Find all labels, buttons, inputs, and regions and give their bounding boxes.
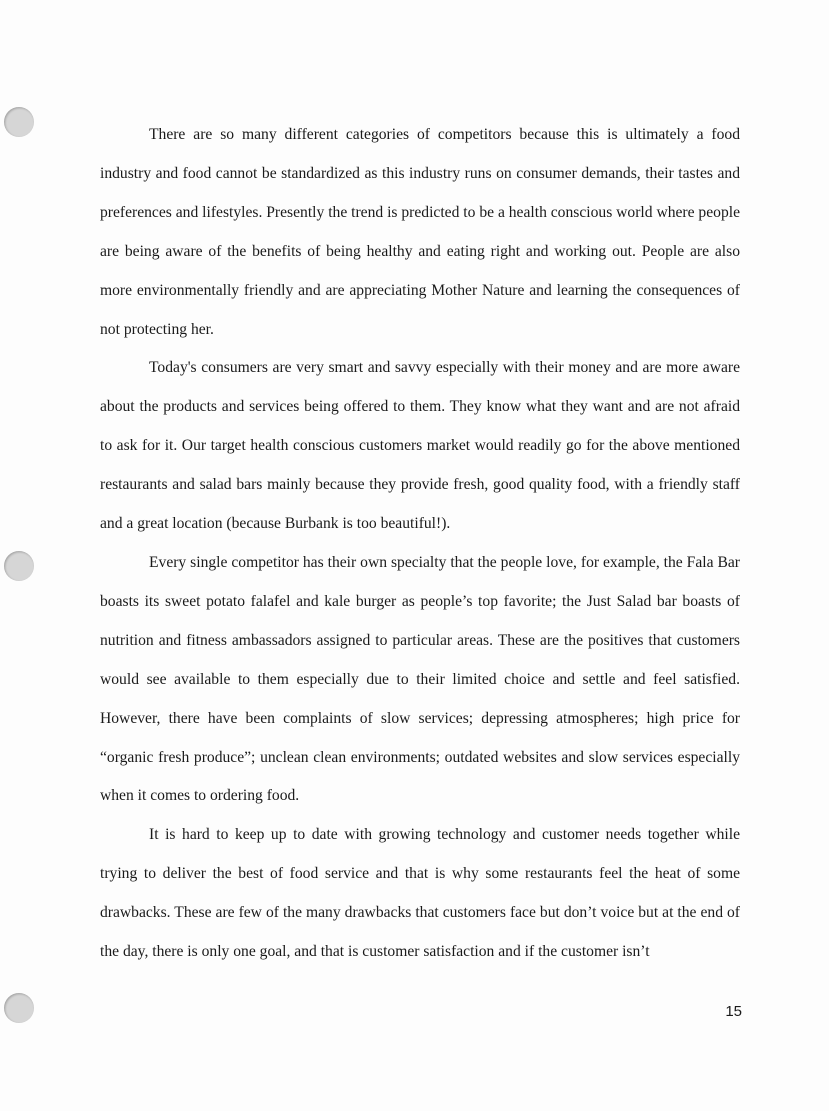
paragraph-competitor-specialty: Every single competitor has their own specialty that the people love, for example, the Fala Bar boasts its sweet potato falafel and kale burger as people’s top favorite; the Just Salad bar boasts of nutrition and fitness ambassadors assigned to particular areas. These are the positives that customers would see available to them especially due to their limited choice and settle and feel satisfied. However, there have been complaints of slow services; depressing atmospheres; high price for “organic fresh produce”; unclean clean environments; outdated websites and slow services especially when it comes to ordering food. <box>100 553 740 805</box>
paragraph-competitor-categories: There are so many different categories of competitors because this is ultimately a food industry and food cannot be standardized as this industry runs on consumer demands, their tastes and preferences and lifestyles. Presently the trend is predicted to be a health conscious world where people are being aware of the benefits of being healthy and eating right and working out. People are also more environmentally friendly and are appreciating Mother Nature and learning the consequences of not protecting her. <box>100 126 740 338</box>
paragraph-technology-drawbacks: It is hard to keep up to date with growing technology and customer needs together while trying to deliver the best of food service and that is why some restaurants feel the heat of some drawbacks. These are few of the many drawbacks that customers face but don’t voice but at the end of the day, there is only one goal, and that is customer satisfaction and if the customer isn’t <box>100 826 740 961</box>
page-number: 15 <box>725 1003 742 1020</box>
paragraph-todays-consumers: Today's consumers are very smart and savvy especially with their money and are more aware about the products and services being offered to them. They know what they want and are not afraid to ask for it. Our target health conscious customers market would readily go for the above mentioned restaurants and salad bars mainly because they provide fresh, good quality food, with a friendly staff and a great location (because Burbank is too beautiful!). <box>100 359 740 533</box>
binder-hole-middle <box>4 551 34 581</box>
document-body <box>100 116 740 972</box>
binder-hole-bottom <box>4 993 34 1023</box>
binder-hole-top <box>4 107 34 137</box>
